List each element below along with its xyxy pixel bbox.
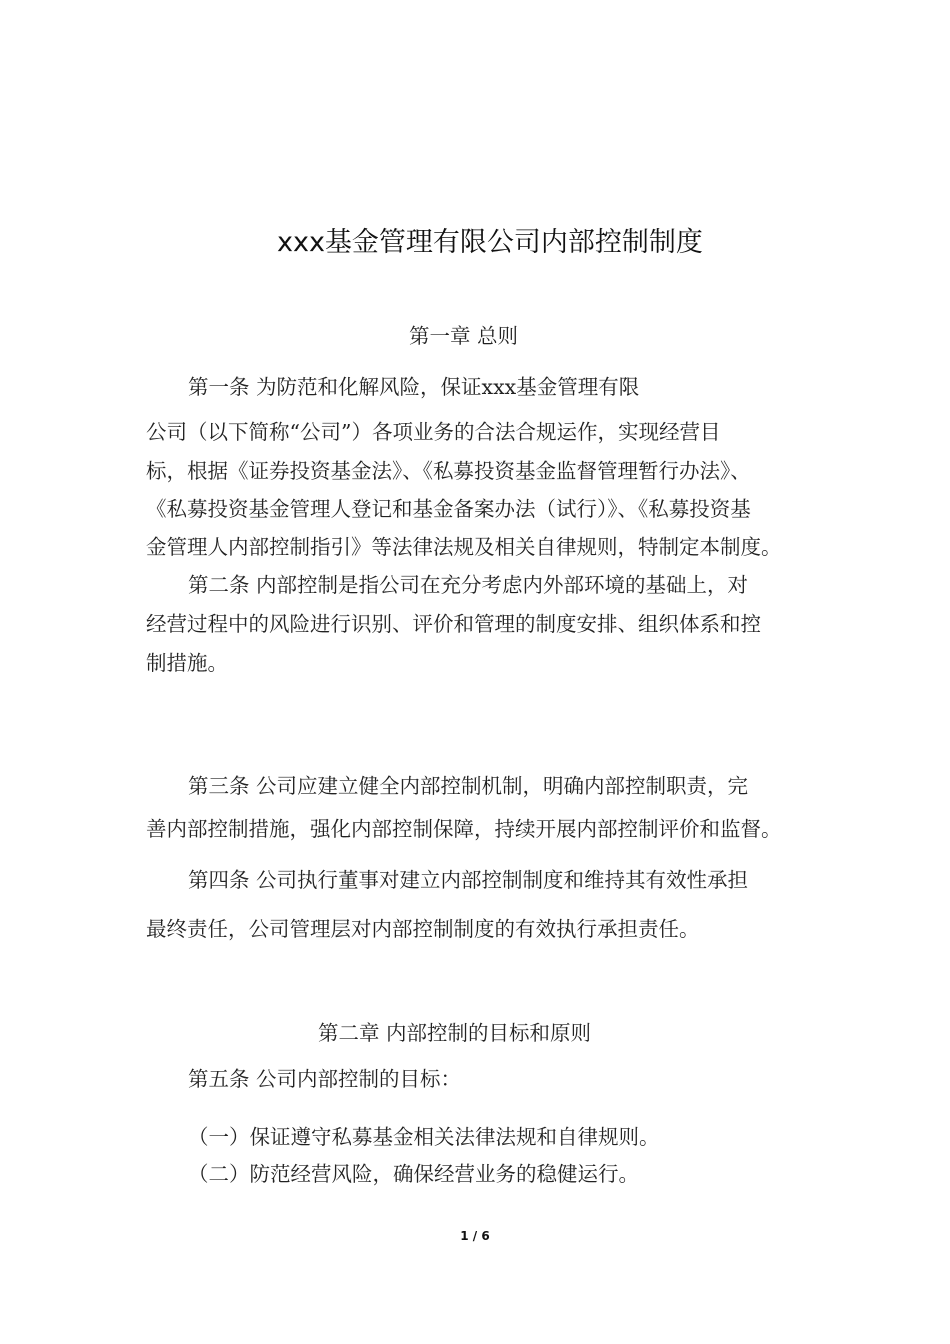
article-5-line: 第五条 公司内部控制的目标： — [188, 1067, 462, 1091]
chapter-2-heading: 第二章 内部控制的目标和原则 — [318, 1021, 592, 1045]
article-2-line: 制措施。 — [146, 651, 228, 675]
article-1-line: 《私募投资基金管理人登记和基金备案办法（试行）》、《私募投资基 — [146, 497, 751, 521]
goal-item: （一）保证遵守私募基金相关法律法规和自律规则。 — [188, 1125, 660, 1149]
article-1-line: 公司（以下简称“公司”）各项业务的合法合规运作，实现经营目 — [146, 420, 721, 444]
article-1-line: 标，根据《证券投资基金法》、《私募投资基金监督管理暂行办法》、 — [146, 459, 751, 483]
article-1-line: 金管理人内部控制指引》等法律法规及相关自律规则，特制定本制度。 — [146, 535, 782, 559]
goal-item: （二）防范经营风险，确保经营业务的稳健运行。 — [188, 1162, 639, 1186]
article-3-line: 善内部控制措施，强化内部控制保障，持续开展内部控制评价和监督。 — [146, 817, 782, 841]
document-title: xxx基金管理有限公司内部控制制度 — [277, 227, 703, 258]
article-4-line: 第四条 公司执行董事对建立内部控制制度和维持其有效性承担 — [188, 868, 749, 892]
article-1-line: 第一条 为防范和化解风险，保证xxx基金管理有限 — [188, 375, 640, 399]
article-3-line: 第三条 公司应建立健全内部控制机制，明确内部控制职责，完 — [188, 774, 749, 798]
article-2-line: 经营过程中的风险进行识别、评价和管理的制度安排、组织体系和控 — [146, 612, 761, 636]
article-2-line: 第二条 内部控制是指公司在充分考虑内外部环境的基础上，对 — [188, 573, 749, 597]
article-4-line: 最终责任，公司管理层对内部控制制度的有效执行承担责任。 — [146, 917, 700, 941]
chapter-1-heading: 第一章 总则 — [409, 324, 519, 348]
page-number: 1 / 6 — [460, 1229, 490, 1243]
